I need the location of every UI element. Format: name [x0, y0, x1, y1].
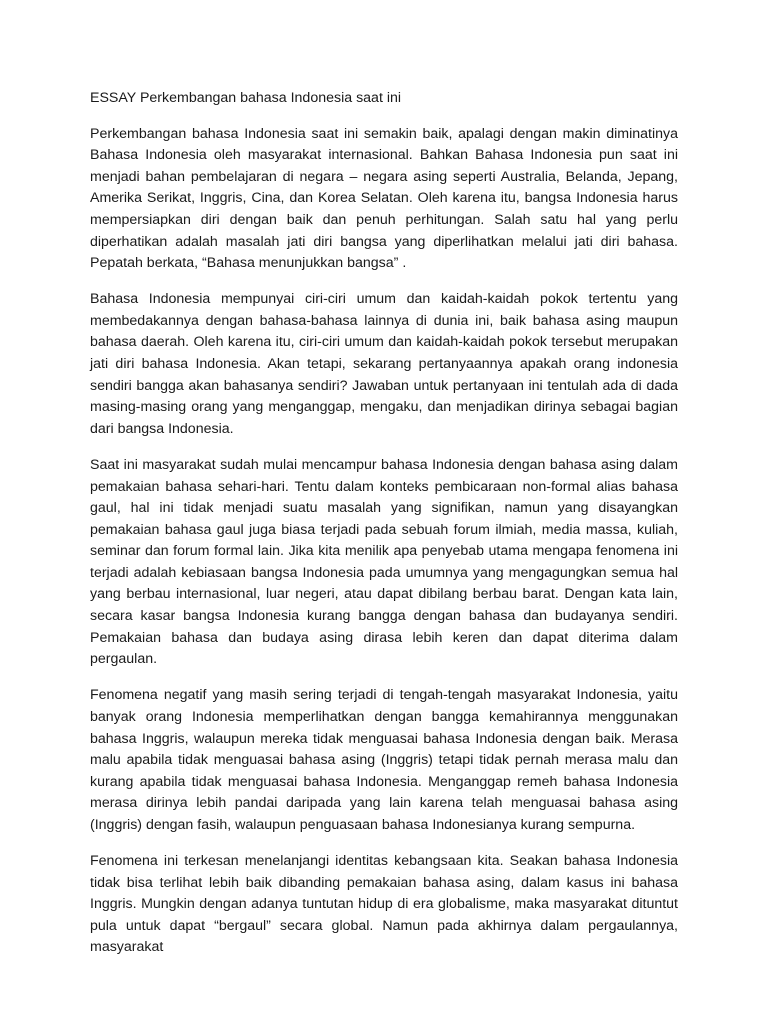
- paragraph-4: Fenomena negatif yang masih sering terjadi di tengah-tengah masyarakat Indonesia, yaitu banyak orang Indonesia memperlihatkan dengan bangga kemahirannya menggunakan bahasa Inggris, walaupun mereka tidak menguasai bahasa Indonesia dengan baik. Merasa malu apabila tidak menguasai bahasa asing (Inggris) tetapi tidak pernah merasa malu dan kurang apabila tidak menguasai bahasa Indonesia. Menganggap remeh bahasa Indonesia merasa dirinya lebih pandai daripada yang lain karena telah menguasai bahasa asing (Inggris) dengan fasih, walaupun penguasaan bahasa Indonesianya kurang sempurna.: [90, 687, 678, 833]
- paragraph-5: Fenomena ini terkesan menelanjangi identitas kebangsaan kita. Seakan bahasa Indonesia tidak bisa terlihat lebih baik dibanding pemakaian bahasa asing, dalam kasus ini bahasa Inggris. Mungkin dengan adanya tuntutan hidup di era globalisme, maka masyarakat dituntut pula untuk dapat “bergaul” secara global. Namun pada akhirnya dalam pergaulannya, masyarakat: [90, 853, 678, 956]
- paragraph-3: Saat ini masyarakat sudah mulai mencampur bahasa Indonesia dengan bahasa asing dalam pemakaian bahasa sehari-hari. Tentu dalam konteks pembicaraan non-formal alias bahasa gaul, hal ini tidak menjadi suatu masalah yang signifikan, namun yang disayangkan pemakaian bahasa gaul juga biasa terjadi pada sebuah forum ilmiah, media massa, kuliah, seminar dan forum formal lain. Jika kita menilik apa penyebab utama mengapa fenomena ini terjadi adalah kebiasaan bangsa Indonesia pada umumnya yang mengagungkan semua hal yang berbau internasional, luar negeri, atau dapat dibilang berbau barat. Dengan kata lain, secara kasar bangsa Indonesia kurang bangga dengan bahasa dan budayanya sendiri. Pemakaian bahasa dan budaya asing dirasa lebih keren dan dapat diterima dalam pergaulan.: [90, 456, 678, 668]
- paragraph-1: Perkembangan bahasa Indonesia saat ini semakin baik, apalagi dengan makin diminatinya Bahasa Indonesia oleh masyarakat internasional. Bahkan Bahasa Indonesia pun saat ini menjadi bahan pembelajaran di negara – negara asing seperti Australia, Belanda, Jepang, Amerika Serikat, Inggris, Cina, dan Korea Selatan. Oleh karena itu, bangsa Indonesia harus mempersiapkan diri dengan baik dan penuh perhitungan. Salah satu hal yang perlu diperhatikan adalah masalah jati diri bangsa yang diperlihatkan melalui jati diri bahasa. Pepatah berkata, “Bahasa menunjukkan bangsa” .: [90, 125, 678, 272]
- essay-title: ESSAY Perkembangan bahasa Indonesia saat ini: [90, 90, 402, 106]
- paragraph-2: Bahasa Indonesia mempunyai ciri-ciri umum dan kaidah-kaidah pokok tertentu yang membedakannya dengan bahasa-bahasa lainnya di dunia ini, baik bahasa asing maupun bahasa daerah. Oleh karena itu, ciri-ciri umum dan kaidah-kaidah pokok tersebut merupakan jati diri bahasa Indonesia. Akan tetapi, sekarang pertanyaannya apakah orang indonesia sendiri bangga akan bahasanya sendiri? Jawaban untuk pertanyaan ini tentulah ada di dada masing-masing orang yang menganggap, mengaku, dan menjadikan dirinya sebagai bagian dari bangsa Indonesia.: [90, 291, 678, 437]
- document-page: [90, 88, 678, 973]
